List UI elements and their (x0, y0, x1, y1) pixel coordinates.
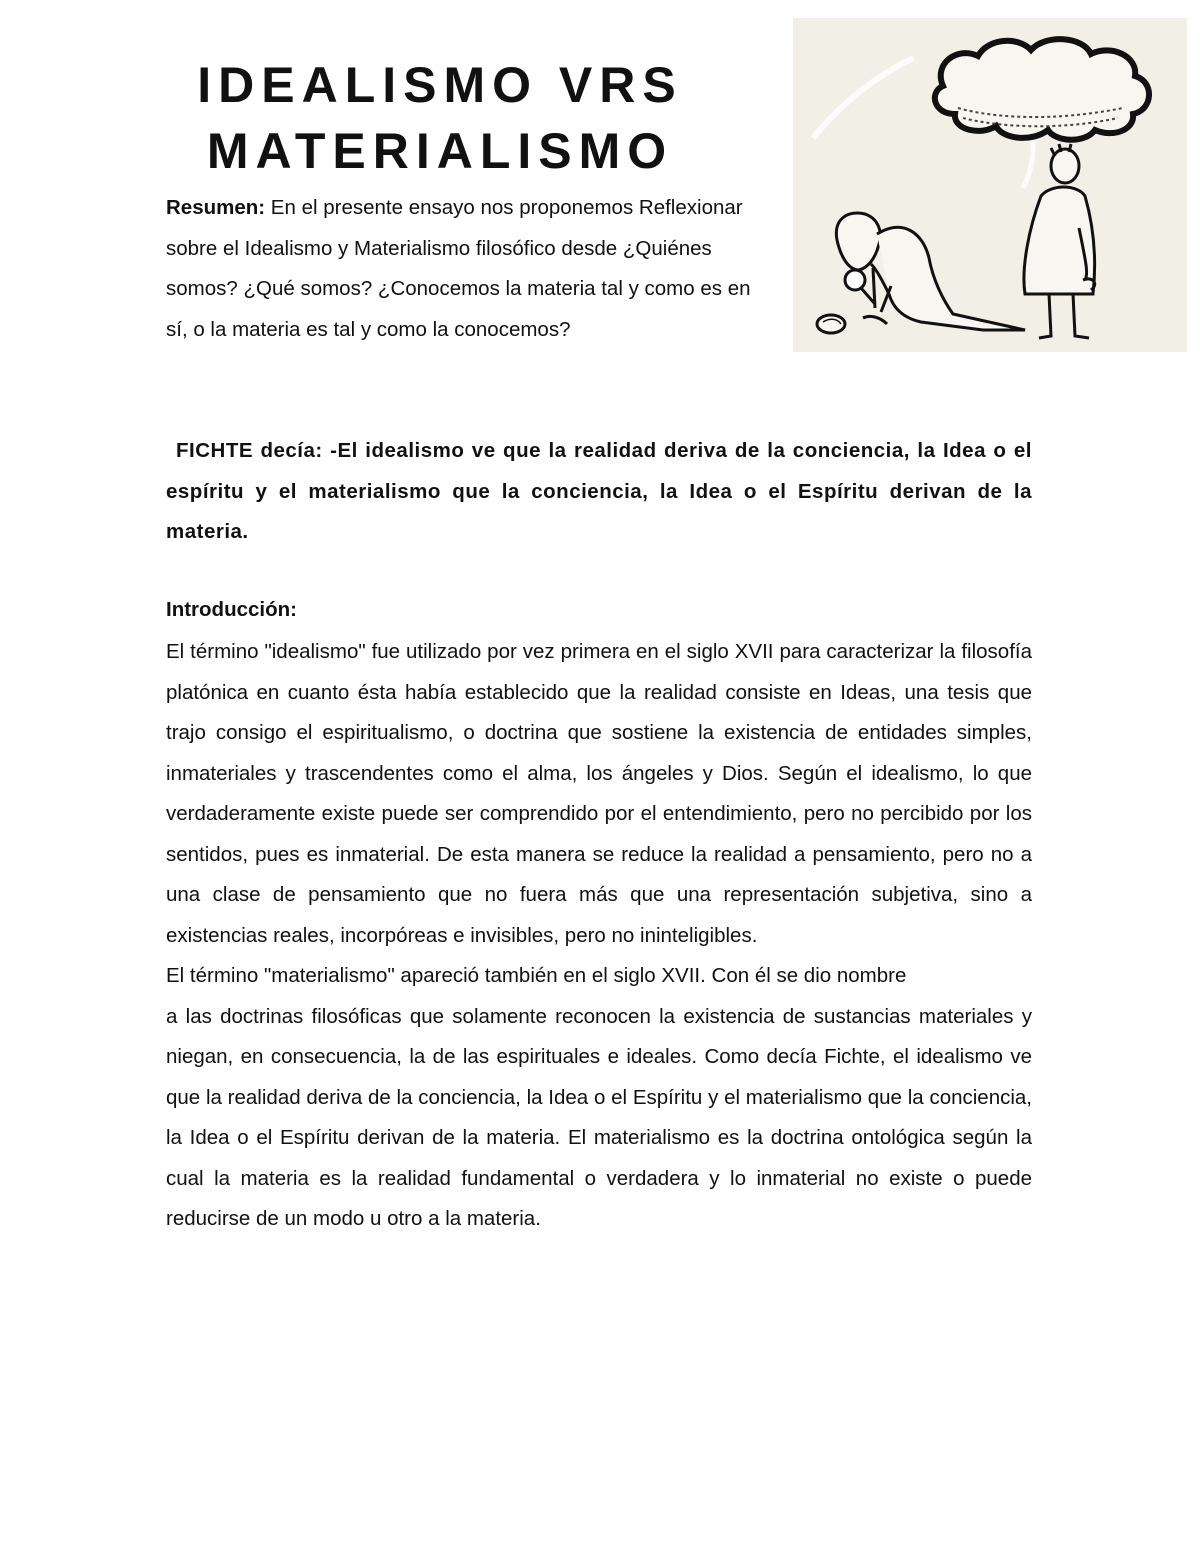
paragraph-idealismo: El término "idealismo" fue utilizado por vez primera en el siglo XVII para caracterizar la filosofía platónica en cuanto ésta había establecido que la realidad consiste en Ideas, una tesis que trajo consigo el espiritualismo, o doctrina que sostiene la existencia de entidades simples, inmateriales y trascendentes como el alma, los ángeles y Dios. Según el idealismo, lo que verdaderamente existe puede ser comprendido por el entendimiento, pero no percibido por los sentidos, pues es inmaterial. De esta manera se reduce la realidad a pensamiento, pero no a una clase de pensamiento que no fuera más que una representación subjetiva, sino a existencias reales, incorpóreas e invisibles, pero no ininteligibles. (166, 640, 1032, 947)
paragraph-materialismo-first-line: El término "materialismo" apareció también en el siglo XVII. Con él se dio nombre (166, 964, 907, 987)
abstract-paragraph (166, 188, 766, 350)
cloud-icon (935, 39, 1149, 140)
introduction-heading: Introducción: (166, 598, 297, 621)
page-title (166, 52, 714, 184)
introduction-body (166, 632, 1032, 1240)
abstract-label: Resumen: (166, 196, 266, 219)
title-line-2: MATERIALISMO (206, 123, 674, 179)
abstract-text: En el presente ensayo nos proponemos Reflexionar sobre el Idealismo y Materialismo filosófico desde ¿Quiénes somos? ¿Qué somos? ¿Conocemos la materia tal y como es en sí, o la materia es tal y como la conocemos? (166, 196, 751, 341)
paragraph-materialismo: a las doctrinas filosóficas que solamente reconocen la existencia de sustancias materiales y niegan, en consecuencia, la de las espirituales e ideales. Como decía Fichte, el idealismo ve que la realidad deriva de la conciencia, la Idea o el Espíritu y el materialismo que la conciencia, la Idea o el Espíritu derivan de la materia. El materialismo es la doctrina ontológica según la cual la materia es la realidad fundamental o verdadera y lo inmaterial no existe o puede reducirse de un modo u otro a la materia. (166, 1004, 1032, 1230)
fichte-quote: FICHTE decía: -El idealismo ve que la realidad deriva de la conciencia, la Idea o el espíritu y el materialismo que la conciencia, la Idea o el Espíritu derivan de la materia. (166, 439, 1032, 543)
title-line-1: IDEALISMO VRS (197, 57, 683, 113)
cartoon-illustration-icon (793, 18, 1187, 352)
